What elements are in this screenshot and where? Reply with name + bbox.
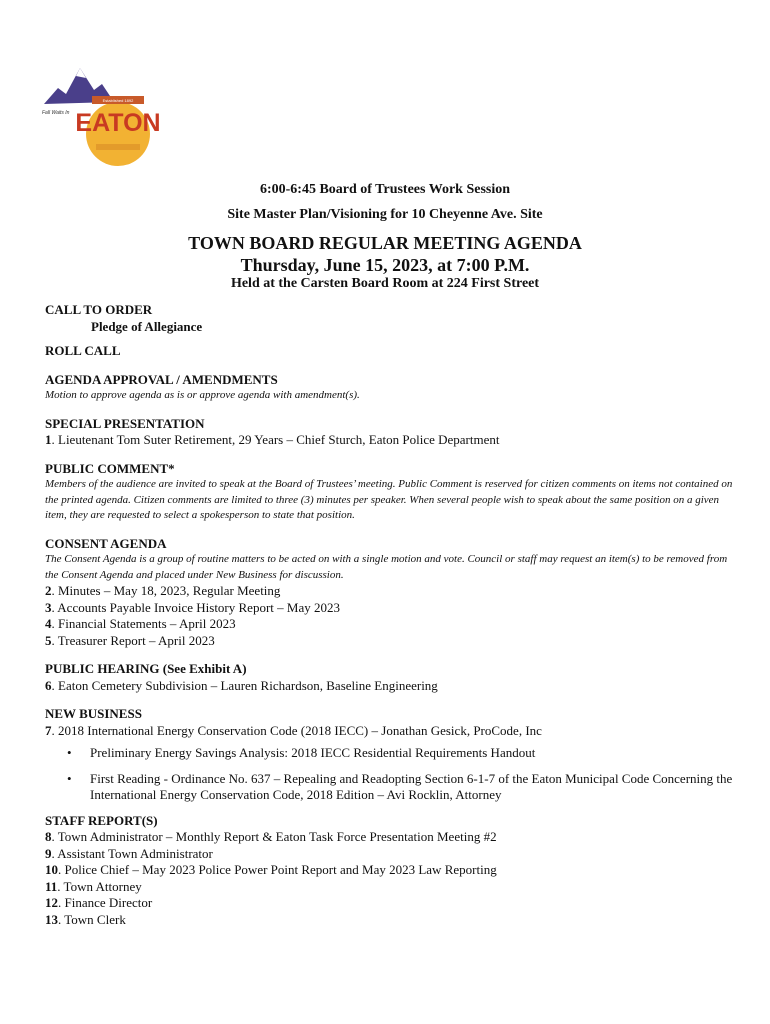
item-number: 2 (45, 583, 52, 598)
section-roll-call: ROLL CALL (45, 343, 121, 358)
svg-text:Established 1892: Established 1892 (102, 98, 134, 103)
agenda-body (45, 302, 735, 928)
item-text: . Eaton Cemetery Subdivision – Lauren Richardson, Baseline Engineering (51, 677, 438, 693)
agenda-item (45, 879, 735, 896)
agenda-title: TOWN BOARD REGULAR MEETING AGENDA (188, 233, 582, 253)
section-title: NEW BUSINESS (45, 706, 142, 721)
bullet-list (45, 745, 735, 804)
item-text: . Police Chief – May 2023 Police Power Point Report and May 2023 Law Reporting (58, 862, 497, 877)
section-note: Members of the audience are invited to speak at the Board of Trustees’ meeting. Public Comment is reserved for citizen comments on items not contained on the printed agenda. Citizen comments are limited to three (3) minutes per speaker. When several people wish to speak about the same position on a given item, they are requested to select a spokesperson to state that position. (45, 478, 733, 521)
agenda-item (45, 432, 735, 449)
item-text: . Town Attorney (57, 878, 142, 894)
item-text: . 2018 International Energy Conservation Code (2018 IECC) – Jonathan Gesick, ProCode, Inc (51, 722, 542, 738)
item-number: 7 (45, 722, 52, 738)
agenda-item (45, 678, 735, 695)
item-number: 6 (45, 677, 52, 693)
meeting-location: Held at the Carsten Board Room at 224 First Street (230, 276, 540, 291)
section-note: Motion to approve agenda as is or approve agenda with amendment(s). (45, 389, 360, 401)
section-agenda-approval (45, 372, 735, 404)
item-number: 9 (45, 845, 52, 861)
agenda-item (45, 862, 735, 879)
work-session-time: 6:00-6:45 Board of Trustees Work Session (259, 182, 511, 197)
section-consent-agenda (45, 536, 735, 650)
agenda-item (45, 829, 735, 846)
item-text: . Minutes – May 18, 2023, Regular Meeting (51, 583, 281, 598)
item-text: . Assistant Town Administrator (51, 845, 213, 861)
item-text: . Town Administrator – Monthly Report & Eaton Task Force Presentation Meeting #2 (51, 829, 497, 844)
section-staff-reports (45, 813, 735, 929)
item-text: . Town Clerk (58, 911, 126, 927)
eaton-logo (40, 62, 164, 168)
item-number: 3 (45, 599, 52, 615)
pledge-line: Pledge of Allegiance (91, 318, 203, 334)
agenda-date: Thursday, June 15, 2023, at 7:00 P.M. (240, 255, 530, 275)
agenda-item (45, 616, 735, 633)
logo-wordmark: EATON (75, 109, 161, 137)
item-number: 10 (45, 862, 58, 877)
item-text: . Lieutenant Tom Suter Retirement, 29 Years – Chief Sturch, Eaton Police Department (51, 432, 500, 447)
section-title: SPECIAL PRESENTATION (45, 415, 205, 431)
item-number: 5 (45, 632, 52, 648)
bullet-item: • Preliminary Energy Savings Analysis: 2018 IECC Residential Requirements Handout (45, 745, 735, 762)
item-number: 12 (45, 895, 58, 910)
item-text: . Treasurer Report – April 2023 (51, 632, 215, 648)
section-note: The Consent Agenda is a group of routine matters to be acted on with a single motion and vote. Council or staff may request an item(s) to be removed from the Consent Agenda and placed under New Business for discussion. (45, 553, 728, 581)
agenda-item (45, 633, 735, 650)
item-text: . Financial Statements – April 2023 (51, 616, 236, 631)
agenda-item (45, 723, 735, 740)
item-number: 1 (45, 432, 52, 447)
item-text: . Accounts Payable Invoice History Report – May 2023 (51, 599, 340, 615)
agenda-item (45, 912, 735, 929)
agenda-item (45, 846, 735, 863)
section-title: STAFF REPORT(S) (45, 812, 158, 828)
item-number: 13 (45, 911, 58, 927)
section-title: PUBLIC COMMENT* (45, 460, 175, 476)
section-new-business (45, 706, 735, 804)
section-title: CONSENT AGENDA (45, 535, 167, 551)
section-title: PUBLIC HEARING (See Exhibit A) (45, 661, 247, 676)
section-call-to-order (45, 302, 735, 335)
section-public-comment (45, 461, 735, 524)
section-title: CALL TO ORDER (45, 302, 153, 317)
agenda-item (45, 583, 735, 600)
section-special-presentation (45, 416, 735, 449)
agenda-item (45, 600, 735, 617)
svg-text:Fall Waits In: Fall Waits In (42, 110, 70, 116)
item-text: . Finance Director (58, 895, 153, 910)
work-session-topic: Site Master Plan/Visioning for 10 Cheyenne Ave. Site (227, 207, 543, 222)
agenda-item (45, 895, 735, 912)
item-number: 4 (45, 616, 52, 631)
section-public-hearing (45, 661, 735, 694)
item-number: 8 (45, 829, 52, 844)
section-title: AGENDA APPROVAL / AMENDMENTS (45, 371, 278, 387)
bullet-item: • First Reading - Ordinance No. 637 – Repealing and Readopting Section 6-1-7 of the Eaton Municipal Code Concerning the International Energy Conservation Code, 2018 Edition – Avi Rocklin, Attorney (45, 771, 735, 804)
item-number: 11 (45, 878, 58, 894)
